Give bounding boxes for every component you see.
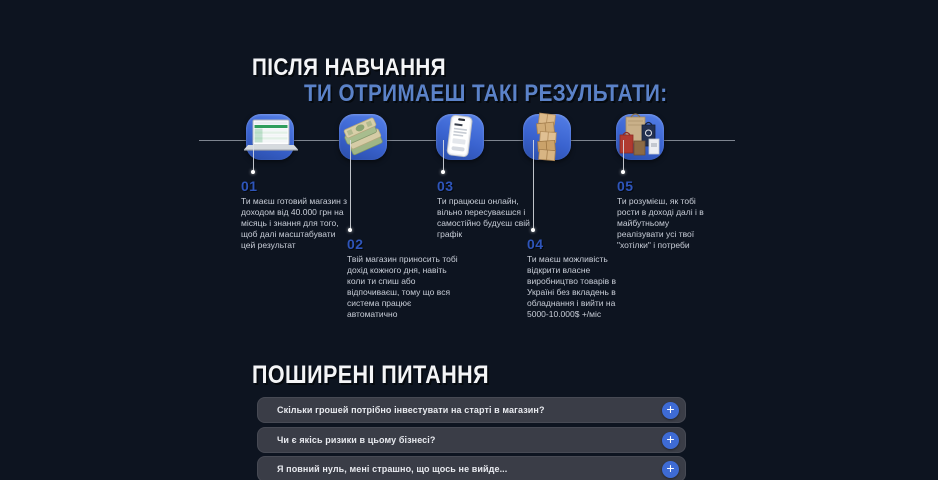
money-stack-icon — [335, 111, 391, 167]
results-title-line2: ТИ ОТРИМАЕШ ТАКІ РЕЗУЛЬТАТИ: — [304, 80, 668, 107]
boxes-stack-icon — [519, 111, 575, 167]
step-description: Ти маєш можливість відкрити власне виробництво товарів в Україні без вкладень в обладнання і вийти на 5000-10.000$ +/міс — [527, 254, 616, 319]
faq-question: Чи є якісь ризики в цьому бізнесі? — [277, 435, 436, 445]
connector-dot — [531, 228, 535, 232]
plus-icon[interactable]: + — [662, 461, 679, 478]
faq-question: Я повний нуль, мені страшно, що щось не вийде... — [277, 464, 508, 474]
connector-line — [623, 140, 624, 171]
step-number: 01 — [241, 178, 258, 194]
connector-line — [350, 140, 351, 229]
plus-icon[interactable]: + — [662, 402, 679, 419]
connector-line — [253, 140, 254, 171]
laptop-spreadsheet-icon — [242, 111, 298, 167]
smartphone-icon — [432, 111, 488, 167]
connector-dot — [621, 170, 625, 174]
step-description: Ти маєш готовий магазин з доходом від 40.000 грн на місяць і знання для того, щоб далі масштабувати цей результат — [241, 196, 348, 250]
connector-dot — [251, 170, 255, 174]
faq-title: ПОШИРЕНІ ПИТАННЯ — [252, 361, 489, 389]
step-description: Твій магазин приносить тобі дохід кожного дня, навіть коли ти спиш або відпочиваєш, тому що вся система працює автоматично — [347, 254, 458, 319]
faq-item-2[interactable] — [257, 427, 686, 453]
step-number: 05 — [617, 178, 634, 194]
connector-dot — [348, 228, 352, 232]
boxes-stack-icon — [523, 114, 571, 160]
step-number: 04 — [527, 236, 544, 252]
results-title-line1: ПІСЛЯ НАВЧАННЯ — [252, 54, 447, 81]
faq-item-1[interactable] — [257, 397, 686, 423]
step-description: Ти розумієш, як тобі рости в доході далі і в майбутньому реалізувати усі твої "хотілки" і потреби — [617, 196, 704, 250]
step-description: Ти працюєш онлайн, вільно пересуваєшся і самостійно будуєш свій графік — [437, 196, 530, 239]
faq-item-3[interactable] — [257, 456, 686, 480]
connector-dot — [441, 170, 445, 174]
connector-line — [443, 140, 444, 171]
shopping-bags-icon — [612, 111, 668, 167]
connector-line — [533, 140, 534, 229]
faq-question: Скільки грошей потрібно інвестувати на старті в магазин? — [277, 405, 545, 415]
money-stack-icon — [339, 114, 387, 160]
plus-icon[interactable]: + — [662, 432, 679, 449]
step-number: 03 — [437, 178, 454, 194]
step-number: 02 — [347, 236, 364, 252]
